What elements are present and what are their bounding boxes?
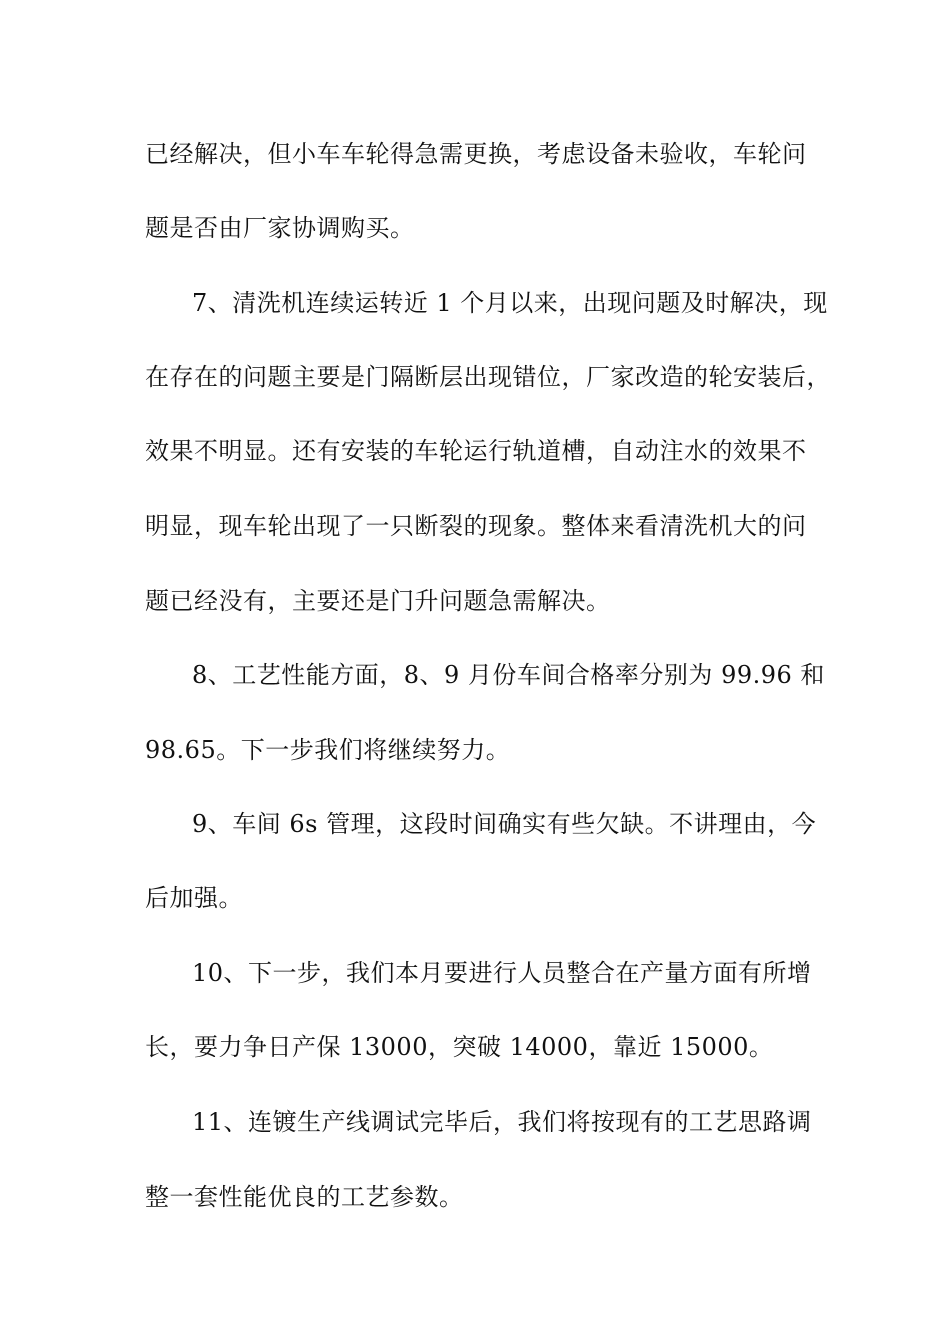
paragraph-7-start: 7、清洗机连续运转近 1 个月以来，出现问题及时解决，现 [192,289,828,317]
paragraph-9-start: 9、车间 6s 管理，这段时间确实有些欠缺。不讲理由，今 [192,810,817,838]
text-line: 已经解决，但小车车轮得急需更换，考虑设备未验收，车轮问 [145,140,807,168]
text-line: 明显，现车轮出现了一只断裂的现象。整体来看清洗机大的问 [145,512,807,540]
text-line: 题是否由厂家协调购买。 [145,214,415,242]
text-line: 题已经没有，主要还是门升问题急需解决。 [145,587,611,615]
text-line: 在存在的问题主要是门隔断层出现错位，厂家改造的轮安装后， [145,363,831,391]
paragraph-11-start: 11、连镀生产线调试完毕后，我们将按现有的工艺思路调 [192,1108,812,1136]
text-line: 效果不明显。还有安装的车轮运行轨道槽，自动注水的效果不 [145,437,807,465]
text-line: 后加强。 [145,884,243,912]
paragraph-8-start: 8、工艺性能方面，8、9 月份车间合格率分别为 99.96 和 [192,661,825,689]
text-line: 整一套性能优良的工艺参数。 [145,1183,464,1211]
text-line: 长，要力争日产保 13000，突破 14000，靠近 15000。 [145,1033,774,1061]
text-line: 98.65。下一步我们将继续努力。 [145,736,511,764]
paragraph-10-start: 10、下一步，我们本月要进行人员整合在产量方面有所增 [192,959,812,987]
